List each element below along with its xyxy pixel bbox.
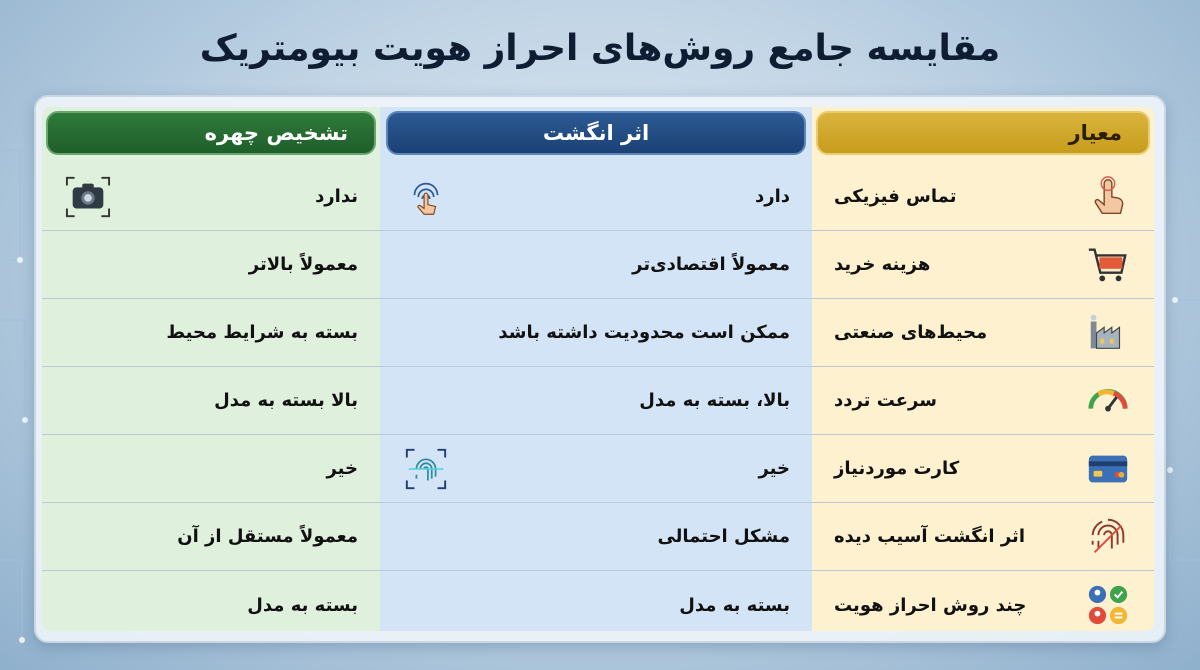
criteria-label: محیط‌های صنعتی: [834, 322, 988, 343]
fingerprint-row: [380, 299, 812, 367]
fingerprint-value: خیر: [758, 458, 790, 479]
fingerprint-value: بسته به مدل: [679, 594, 790, 616]
face-value: معمولاً مستقل از آن: [177, 526, 358, 547]
fingerprint-value: ممکن است محدودیت داشته باشد: [498, 322, 790, 343]
face-row: [42, 503, 380, 571]
criteria-column: [812, 107, 1154, 631]
credit-card-icon: [1084, 445, 1132, 493]
fingerprint-row: [380, 571, 812, 639]
fingerprint-row: [380, 231, 812, 299]
face-value: بسته به مدل: [247, 594, 358, 616]
criteria-row: [812, 299, 1154, 367]
damaged-fingerprint-icon: [1084, 513, 1132, 561]
fingerprint-header: اثر انگشت: [386, 111, 806, 155]
criteria-row: [812, 503, 1154, 571]
camera-icon: [64, 173, 112, 221]
fingerprint-row: [380, 163, 812, 231]
criteria-label: تماس فیزیکی: [834, 186, 957, 207]
shopping-cart-icon: [1084, 241, 1132, 289]
face-value: خیر: [326, 458, 358, 479]
face-row: [42, 435, 380, 503]
fingerprint-row: [380, 435, 812, 503]
factory-icon: [1084, 309, 1132, 357]
face-row: [42, 163, 380, 231]
face-value: معمولاً بالاتر: [248, 254, 358, 275]
criteria-row: [812, 231, 1154, 299]
touch-icon: [1084, 173, 1132, 221]
fingerprint-row: [380, 367, 812, 435]
criteria-row: [812, 435, 1154, 503]
face-column: [42, 107, 380, 631]
criteria-label: چند روش احراز هویت: [834, 594, 1027, 616]
fingerprint-value: مشکل احتمالی: [657, 526, 790, 547]
face-row: [42, 231, 380, 299]
face-row: [42, 367, 380, 435]
face-value: بسته به شرایط محیط: [166, 322, 358, 343]
criteria-header: معیار: [816, 111, 1150, 155]
criteria-label: سرعت تردد: [834, 390, 937, 411]
criteria-row: [812, 571, 1154, 639]
face-row: [42, 571, 380, 639]
face-row: [42, 299, 380, 367]
criteria-row: [812, 367, 1154, 435]
fingerprint-row: [380, 503, 812, 571]
multi-auth-icon: [1084, 581, 1132, 629]
criteria-label: کارت موردنیاز: [834, 458, 960, 479]
fingerprint-value: معمولاً اقتصادی‌تر: [632, 254, 790, 275]
criteria-label: هزینه خرید: [834, 254, 931, 275]
fingerprint-value: بالا، بسته به مدل: [639, 390, 790, 411]
page-title: مقایسه جامع روش‌های احراز هویت بیومتریک: [199, 28, 1001, 69]
fingerprint-touch-icon: [402, 173, 450, 221]
fingerprint-value: دارد: [754, 186, 790, 207]
criteria-row: [812, 163, 1154, 231]
comparison-table: [34, 95, 1166, 643]
criteria-label: اثر انگشت آسیب دیده: [834, 526, 1025, 547]
face-value: بالا بسته به مدل: [214, 390, 358, 411]
speedometer-icon: [1084, 377, 1132, 425]
face-header: تشخیص چهره: [46, 111, 376, 155]
fingerprint-column: [380, 107, 812, 631]
fingerprint-scan-icon: [402, 445, 450, 493]
face-value: ندارد: [315, 186, 358, 207]
